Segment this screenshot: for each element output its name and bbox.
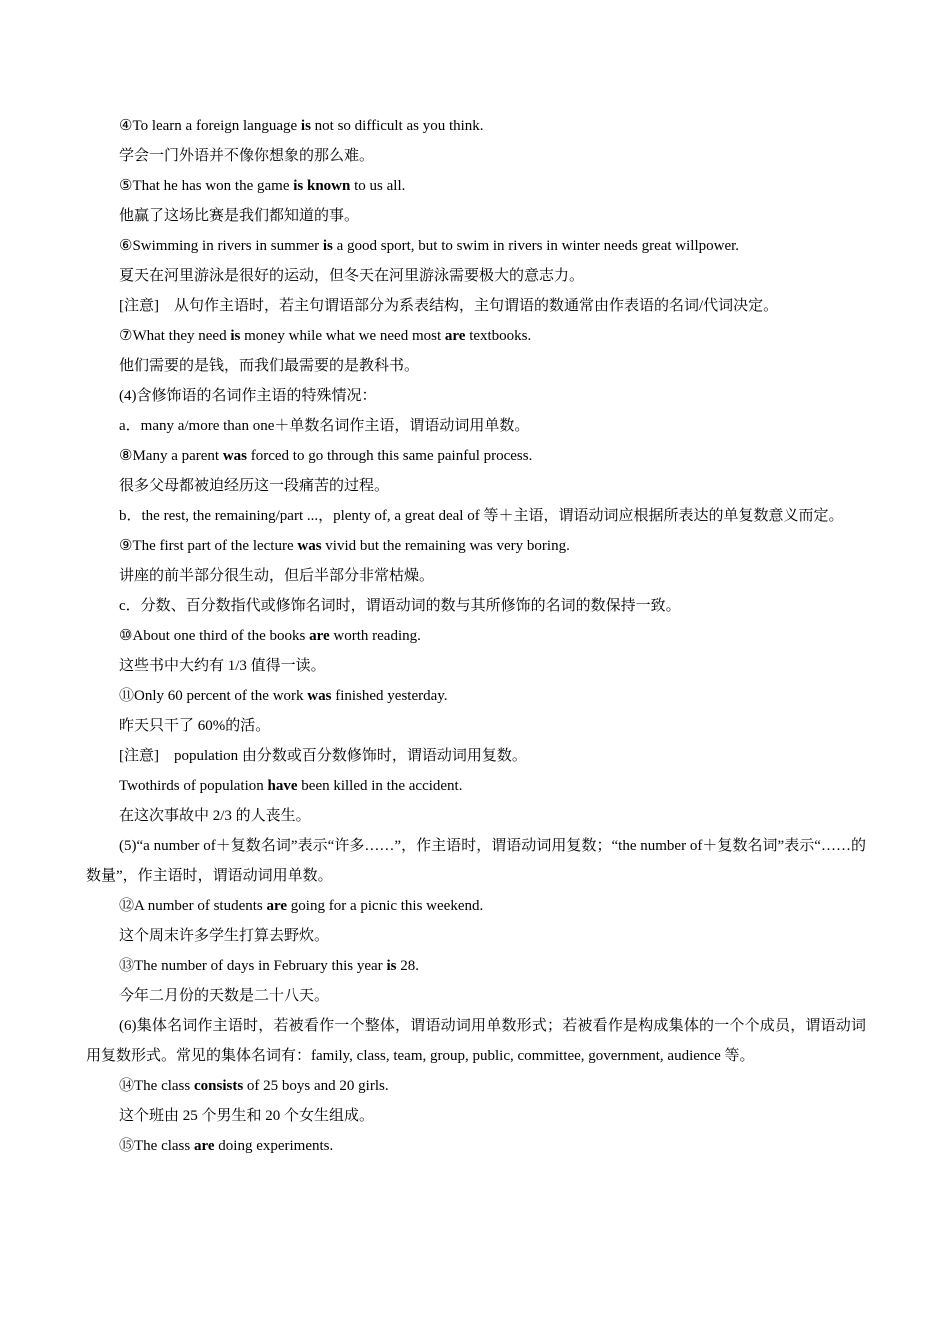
paragraph-ex6-cn — [86, 261, 866, 291]
paragraph-ex8 — [86, 441, 866, 471]
text-run: 学会一门外语并不像你想象的那么难。 — [119, 148, 375, 164]
text-run: (6)集体名词作主语时，若被看作一个整体，谓语动词用单数形式；若被看作是构成集体的一个个成员，谓语动词用复数形式。常见的集体名词有：family, class, team, group, public, committee, government, audience 等。 — [86, 1018, 866, 1064]
text-run: forced to go through this same painful process. — [247, 448, 533, 464]
paragraph-ex4-cn — [86, 141, 866, 171]
paragraph-ex9 — [86, 531, 866, 561]
paragraph-ex7-cn — [86, 351, 866, 381]
paragraph-rule4 — [86, 381, 866, 411]
text-run: 夏天在河里游泳是很好的运动，但冬天在河里游泳需要极大的意志力。 — [119, 268, 585, 284]
text-run: ⑫A number of students — [119, 898, 267, 914]
paragraph-ex14-cn — [86, 1101, 866, 1131]
text-run: (5)“a number of＋复数名词”表示“许多……”，作主语时，谓语动词用复数；“the number of＋复数名词”表示“……的数量”，作主语时，谓语动词用单数。 — [86, 838, 866, 884]
bold-verb: is — [322, 238, 333, 254]
paragraph-rule4b — [86, 501, 866, 531]
text-run: ⑦What they need — [119, 328, 231, 344]
text-run: 在这次事故中 2/3 的人丧生。 — [119, 808, 311, 824]
text-run: 今年二月份的天数是二十八天。 — [119, 988, 330, 1004]
paragraph-note2 — [86, 741, 866, 771]
text-run: ⑪Only 60 percent of the work — [119, 688, 308, 704]
paragraph-rule6 — [86, 1011, 866, 1071]
text-run: worth reading. — [329, 628, 421, 644]
bold-verb: is known — [293, 178, 351, 194]
text-run: ⑬The number of days in February this year — [119, 958, 387, 974]
bold-verb: are — [444, 328, 466, 344]
text-run: of 25 boys and 20 girls. — [243, 1078, 389, 1094]
paragraph-ex12 — [86, 891, 866, 921]
document-page — [86, 111, 866, 1161]
text-run: ④To learn a foreign language — [119, 118, 301, 134]
bold-verb: are — [193, 1138, 215, 1154]
paragraph-rule5 — [86, 831, 866, 891]
text-run: 很多父母都被迫经历这一段痛苦的过程。 — [119, 478, 390, 494]
text-run: (4)含修饰语的名词作主语的特殊情况： — [119, 388, 377, 404]
bold-verb: was — [297, 538, 322, 554]
text-run: 昨天只干了 60%的活。 — [119, 718, 271, 734]
text-run: 这些书中大约有 1/3 值得一读。 — [119, 658, 326, 674]
paragraph-ex14 — [86, 1071, 866, 1101]
bold-verb: are — [309, 628, 330, 644]
text-run: going for a picnic this weekend. — [287, 898, 484, 914]
paragraph-ex9-cn — [86, 561, 866, 591]
text-run: ⑭The class — [119, 1078, 194, 1094]
text-run: Twothirds of population — [119, 778, 268, 794]
text-run: been killed in the accident. — [297, 778, 463, 794]
text-run: finished yesterday. — [331, 688, 448, 704]
text-run: ⑩About one third of the books — [119, 628, 310, 644]
paragraph-ex11 — [86, 681, 866, 711]
text-run: 这个班由 25 个男生和 20 个女生组成。 — [119, 1108, 375, 1124]
paragraph-ex12-cn — [86, 921, 866, 951]
bold-verb: was — [307, 688, 332, 704]
text-run: ⑮The class — [119, 1138, 194, 1154]
text-run: 他们需要的是钱，而我们最需要的是教科书。 — [119, 358, 420, 374]
paragraph-ex5-cn — [86, 201, 866, 231]
bold-verb: have — [267, 778, 298, 794]
text-run: money while what we need most — [240, 328, 445, 344]
text-run: ⑧Many a parent — [119, 448, 223, 464]
paragraph-ex11-cn — [86, 711, 866, 741]
text-run: ⑤That he has won the game — [119, 178, 294, 194]
text-run: textbooks. — [465, 328, 532, 344]
text-run: 他赢了这场比赛是我们都知道的事。 — [119, 208, 360, 224]
paragraph-ex10 — [86, 621, 866, 651]
text-run: ⑥Swimming in rivers in summer — [119, 238, 323, 254]
text-run: doing experiments. — [214, 1138, 334, 1154]
paragraph-note1 — [86, 291, 866, 321]
text-run: a good sport, but to swim in rivers in winter needs great willpower. — [332, 238, 740, 254]
text-run: c．分数、百分数指代或修饰名词时，谓语动词的数与其所修饰的名词的数保持一致。 — [119, 598, 681, 614]
paragraph-rule4a — [86, 411, 866, 441]
text-run: 这个周末许多学生打算去野炊。 — [119, 928, 330, 944]
paragraph-rule4c — [86, 591, 866, 621]
text-run: to us all. — [350, 178, 406, 194]
paragraph-ex8-cn — [86, 471, 866, 501]
bold-verb: is — [230, 328, 241, 344]
bold-verb: consists — [193, 1078, 244, 1094]
paragraph-ex13-cn — [86, 981, 866, 1011]
text-run: [注意] 从句作主语时，若主句谓语部分为系表结构，主句谓语的数通常由作表语的名词/代词决定。 — [119, 298, 779, 314]
text-run: vivid but the remaining was very boring. — [321, 538, 570, 554]
paragraph-ex7 — [86, 321, 866, 351]
bold-verb: is — [300, 118, 311, 134]
bold-verb: is — [386, 958, 397, 974]
text-run: 28. — [396, 958, 419, 974]
bold-verb: are — [266, 898, 288, 914]
bold-verb: was — [222, 448, 247, 464]
paragraph-ex5 — [86, 171, 866, 201]
paragraph-ex6 — [86, 231, 866, 261]
text-run: a．many a/more than one＋单数名词作主语，谓语动词用单数。 — [119, 418, 530, 434]
text-run: [注意] population 由分数或百分数修饰时，谓语动词用复数。 — [119, 748, 527, 764]
text-run: b．the rest, the remaining/part ...，plenty of, a great deal of 等＋主语，谓语动词应根据所表达的单复数意义而定。 — [119, 508, 844, 524]
paragraph-ex13 — [86, 951, 866, 981]
paragraph-ex-pop-cn — [86, 801, 866, 831]
paragraph-ex-pop — [86, 771, 866, 801]
text-run: not so difficult as you think. — [310, 118, 484, 134]
text-run: ⑨The first part of the lecture — [119, 538, 298, 554]
paragraph-ex4 — [86, 111, 866, 141]
paragraph-ex15 — [86, 1131, 866, 1161]
paragraph-ex10-cn — [86, 651, 866, 681]
text-run: 讲座的前半部分很生动，但后半部分非常枯燥。 — [119, 568, 435, 584]
